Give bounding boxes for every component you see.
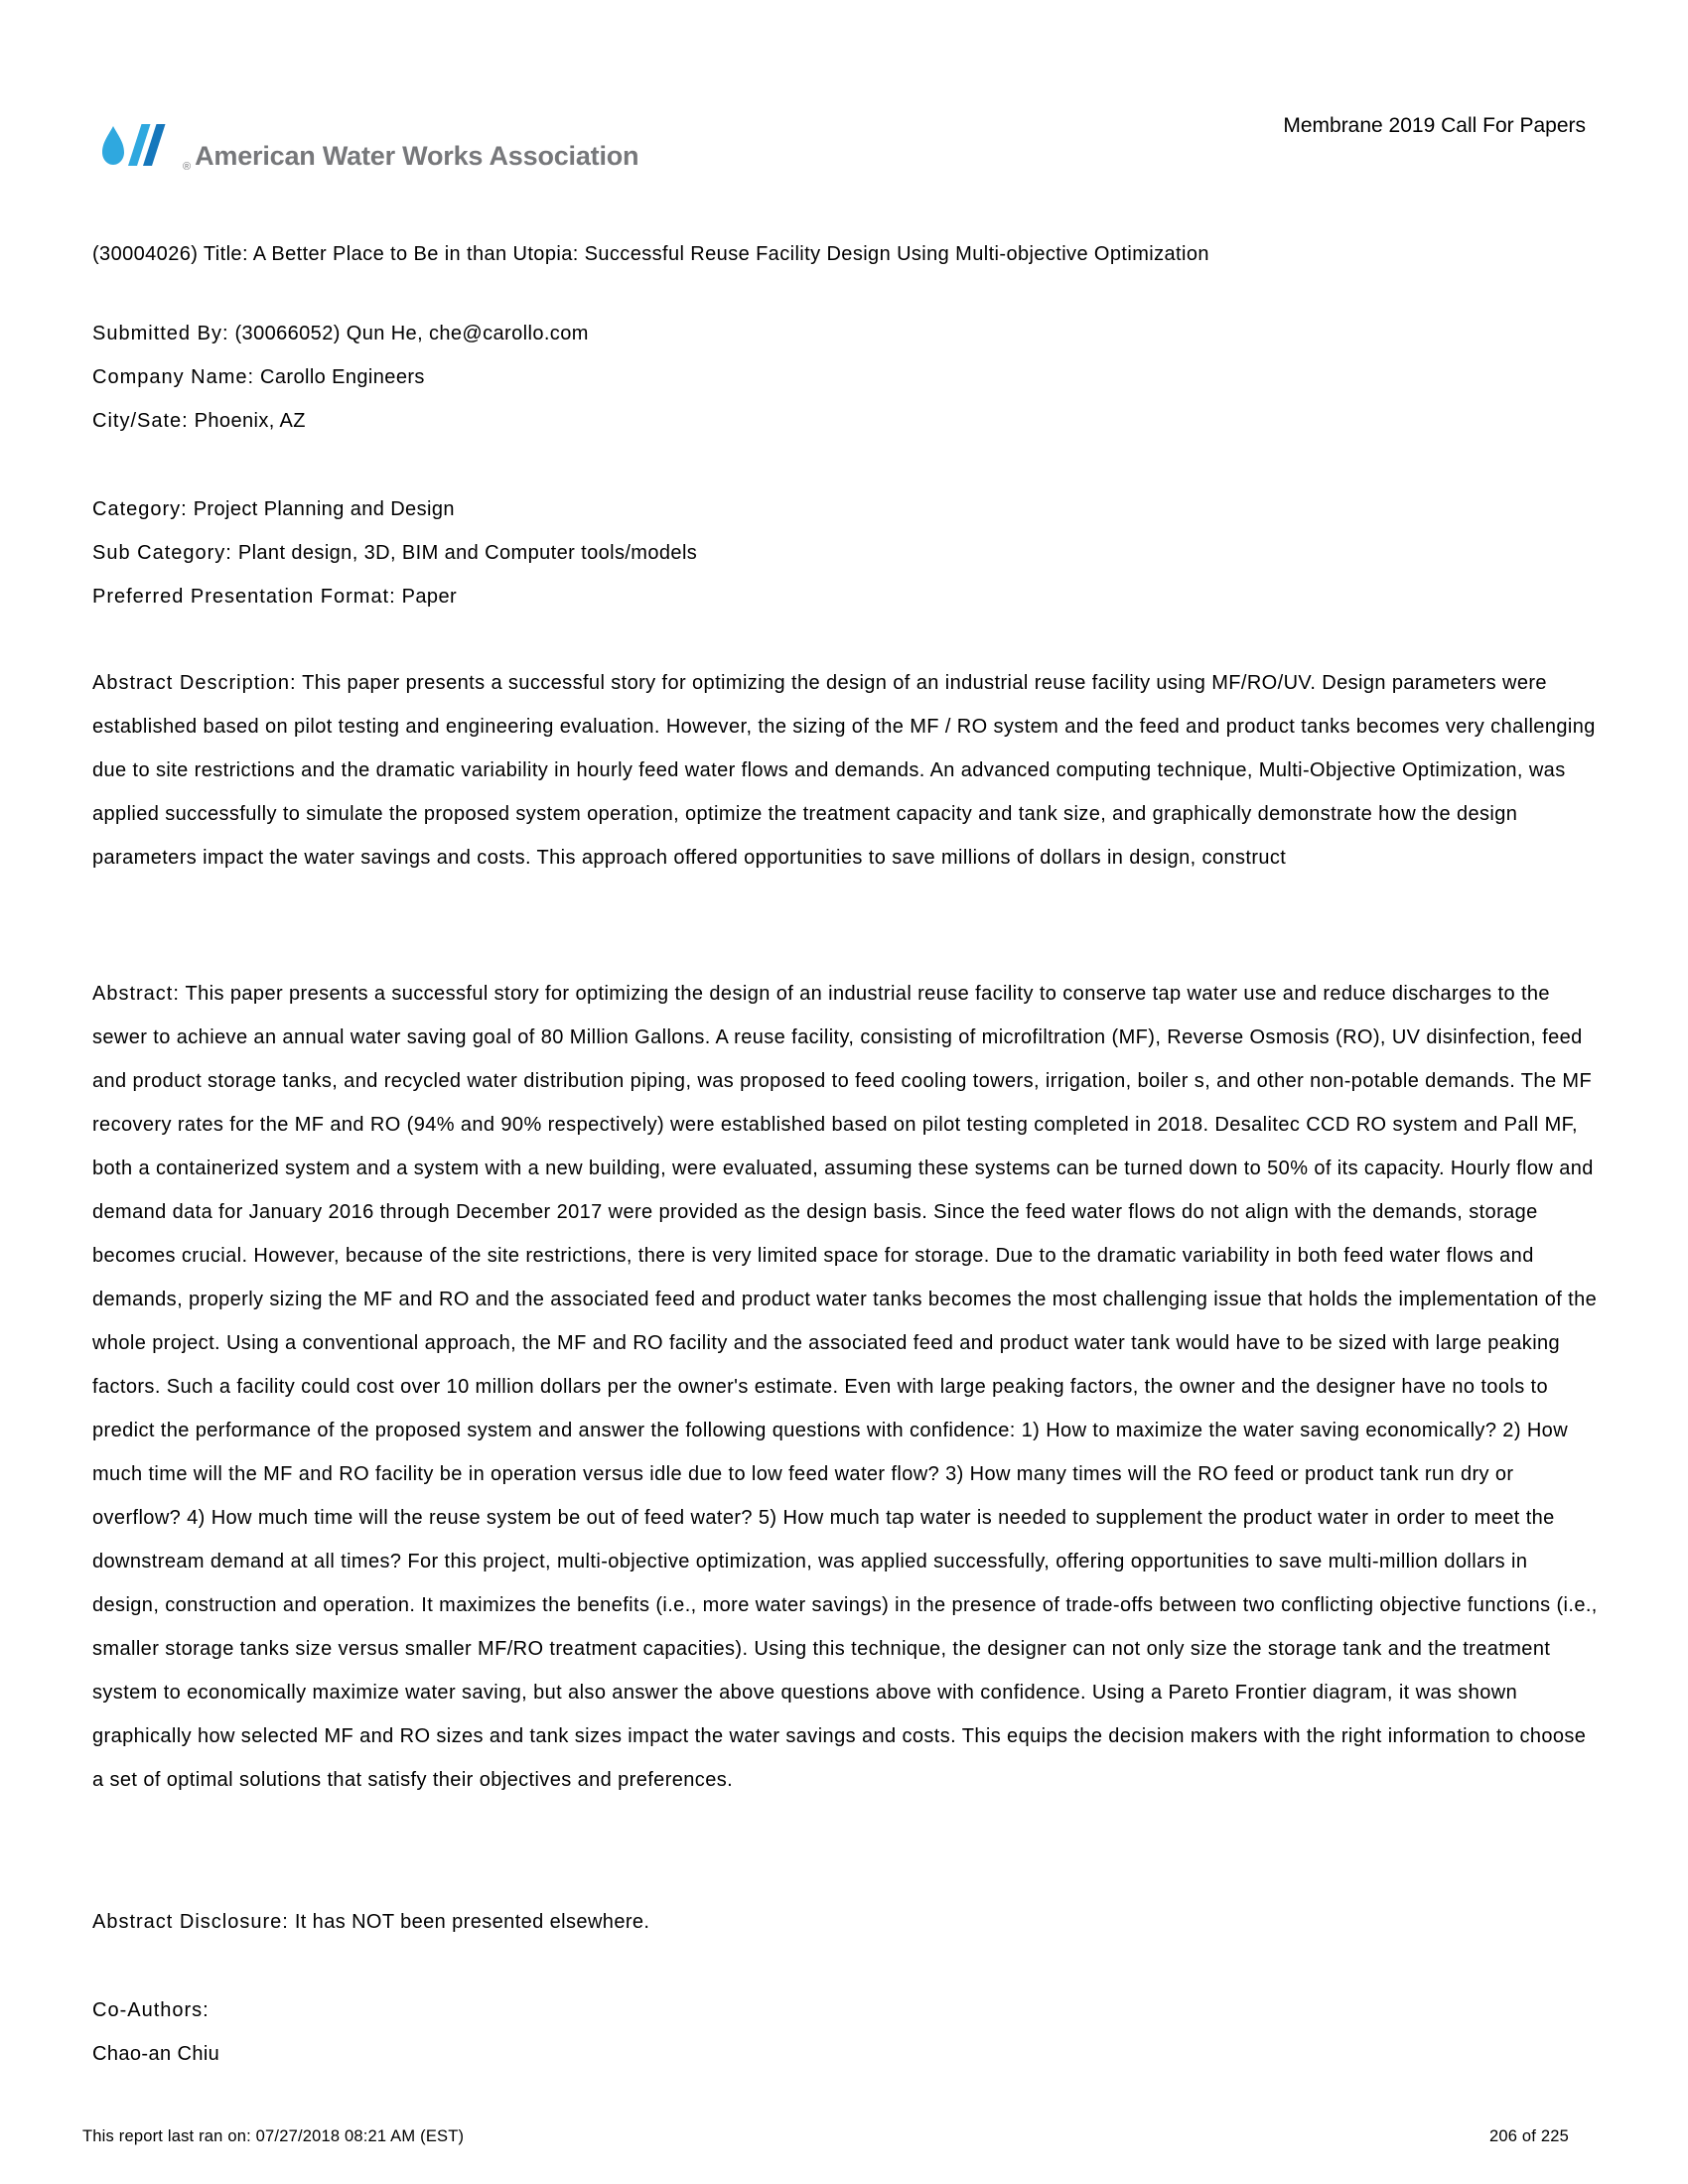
format-row [92, 575, 1599, 618]
disclosure-row [92, 1900, 1599, 1944]
city-state-row [92, 399, 1599, 443]
submission-section [92, 312, 1599, 443]
footer-page-number: 206 of 225 [1489, 2127, 1569, 2145]
category-label: Category: [92, 498, 188, 520]
submitted-by-row [92, 312, 1599, 355]
submitted-by-label: Submitted By: [92, 323, 229, 344]
water-drop-icon [102, 126, 124, 165]
org-name: American Water Works Association [195, 141, 639, 171]
sub-category-row [92, 531, 1599, 575]
abstract-description-paragraph [92, 661, 1599, 880]
company-row [92, 355, 1599, 399]
city-state-label: City/Sate: [92, 410, 189, 432]
sub-category-value: Plant design, 3D, BIM and Computer tools/models [237, 542, 698, 564]
abstract-paragraph [92, 972, 1599, 1802]
disclosure-section [92, 1900, 1599, 1944]
abstract-section [92, 972, 1599, 1802]
sub-category-label: Sub Category: [92, 542, 232, 564]
awwa-logo-icon [97, 115, 179, 177]
co-authors-label: Co-Authors: [92, 1999, 210, 2021]
disclosure-text: It has NOT been presented elsewhere. [294, 1911, 650, 1933]
category-row [92, 487, 1599, 531]
company-value: Carollo Engineers [260, 366, 425, 388]
registered-mark: ® [183, 161, 192, 173]
abstract-label: Abstract: [92, 983, 180, 1005]
format-label: Preferred Presentation Format: [92, 586, 396, 608]
co-author-name: Chao-an Chiu [92, 2043, 220, 2065]
submitted-by-value: (30066052) Qun He, che@carollo.com [234, 323, 589, 344]
abstract-title-line: (30004026) Title: A Better Place to Be in than Utopia: Successful Reuse Facility Design Using Multi-objective Optimization [92, 243, 1209, 265]
co-authors-section [92, 1988, 1599, 2076]
report-title: Membrane 2019 Call For Papers [1283, 114, 1586, 137]
awwa-logo [97, 115, 638, 177]
abstract-text: This paper presents a successful story for optimizing the design of an industrial reuse facility to conserve tap water use and reduce discharges to the sewer to achieve an annual water saving goal of 80 Million Gallons. A reuse facility, consisting of microfiltration (MF), Reverse Osmosis (RO), UV disinfection, feed and product storage tanks, and recycled water distribution piping, was proposed to feed cooling towers, irrigation, boiler s, and other non-potable demands. The MF recovery rates for the MF and RO (94% and 90% respectively) were established based on pilot testing completed in 2018. Desalitec CCD RO system and Pall MF, both a containerized system and a system with a new building, were evaluated, assuming these systems can be turned down to 50% of its capacity. Hourly flow and demand data for January 2016 through December 2017 were provided as the design basis. Since the feed water flows do not align with the demands, storage becomes crucial. However, because of the site restrictions, there is very limited space for storage. Due to the dramatic variability in both feed water flows and demands, properly sizing the MF and RO and the associated feed and product water tanks becomes the most challenging issue that holds the implementation of the whole project. Using a conventional approach, the MF and RO facility and the associated feed and product water tank would have to be sized with large peaking factors. Such a facility could cost over 10 million dollars per the owner's estimate. Even with large peaking factors, the owner and the designer have no tools to predict the performance of the proposed system and answer the following questions with confidence: 1) How to maximize the water saving economically? 2) How much time will the MF and RO facility be in operation versus idle due to low feed water flow? 3) How many times will the RO feed or product tank run dry or overflow? 4) How much time will the reuse system be out of feed water? 5) How much tap water is needed to supplement the product water in order to meet the downstream demand at all times? For this project, multi-objective optimization, was applied successfully, offering opportunities to save multi-million dollars in design, construction and operation. It maximizes the benefits (i.e., more water savings) in the presence of trade-offs between two conflicting objective functions (i.e., smaller storage tanks size versus smaller MF/RO treatment capacities). Using this technique, the designer can not only size the storage tank and the treatment system to economically maximize water saving, but also answer the above questions above with confidence. Using a Pareto Frontier diagram, it was shown graphically how selected MF and RO sizes and tank sizes impact the water savings and costs. This equips the decision makers with the right information to choose a set of optimal solutions that satisfy their objectives and preferences. [92, 983, 1598, 1791]
abstract-description-text: This paper presents a successful story for optimizing the design of an industrial reuse facility using MF/RO/UV. Design parameters were established based on pilot testing and engineering evaluation. However, the sizing of the MF / RO system and the feed and product tanks becomes very challenging due to site restrictions and the dramatic variability in hourly feed water flows and demands. An advanced computing technique, Multi-Objective Optimization, was applied successfully to simulate the proposed system operation, optimize the treatment capacity and tank size, and graphically demonstrate how the design parameters impact the water savings and costs. This approach offered opportunities to save millions of dollars in design, construct [92, 672, 1596, 869]
footer-last-ran: This report last ran on: 07/27/2018 08:21 AM (EST) [82, 2127, 465, 2145]
city-state-value: Phoenix, AZ [194, 410, 306, 432]
category-value: Project Planning and Design [193, 498, 455, 520]
abstract-description-label: Abstract Description: [92, 672, 297, 694]
abstract-description-section [92, 661, 1599, 880]
disclosure-label: Abstract Disclosure: [92, 1911, 289, 1933]
format-value: Paper [401, 586, 458, 608]
classification-section [92, 487, 1599, 618]
company-label: Company Name: [92, 366, 255, 388]
